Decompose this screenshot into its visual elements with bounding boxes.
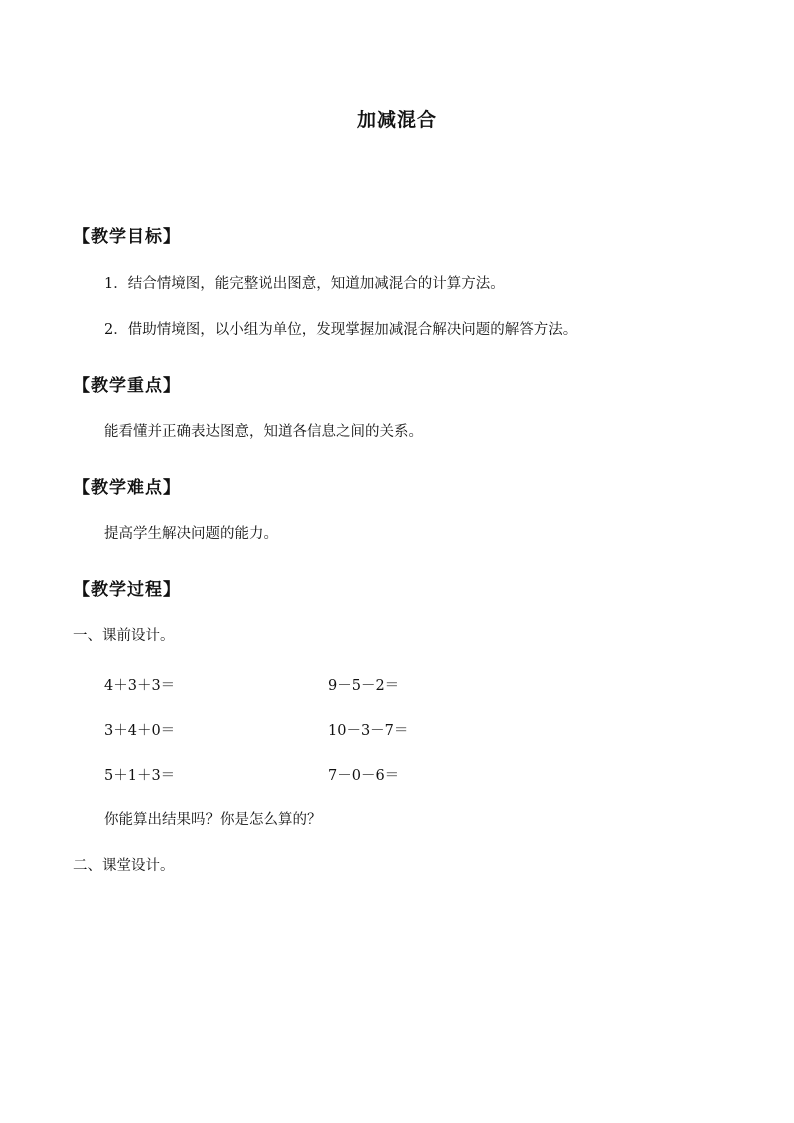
equation-right-3: 7－0－6＝	[328, 768, 400, 784]
equation-right-2: 10－3－7＝	[328, 723, 409, 739]
difficulties-heading: 【教学难点】	[73, 478, 181, 498]
equation-left-1: 4＋3＋3＝	[104, 678, 176, 694]
equation-left-3: 5＋1＋3＝	[104, 768, 176, 784]
difficulties-text: 提高学生解决问题的能力。	[104, 526, 278, 542]
objective-item-2: 2．借助情境图，以小组为单位，发现掌握加减混合解决问题的解答方法。	[104, 322, 578, 338]
objectives-heading: 【教学目标】	[73, 227, 181, 247]
document-title: 加减混合	[356, 109, 437, 131]
key-points-text: 能看懂并正确表达图意，知道各信息之间的关系。	[104, 424, 423, 440]
equation-left-2: 3＋4＋0＝	[104, 723, 176, 739]
process-part2-label: 二、课堂设计。	[73, 858, 175, 874]
process-heading: 【教学过程】	[73, 580, 181, 600]
objective-item-1: 1．结合情境图，能完整说出图意，知道加减混合的计算方法。	[104, 276, 505, 292]
key-points-heading: 【教学重点】	[73, 376, 181, 396]
equation-right-1: 9－5－2＝	[328, 678, 400, 694]
process-question: 你能算出结果吗？你是怎么算的？	[104, 812, 322, 828]
process-part1-label: 一、课前设计。	[73, 628, 175, 644]
